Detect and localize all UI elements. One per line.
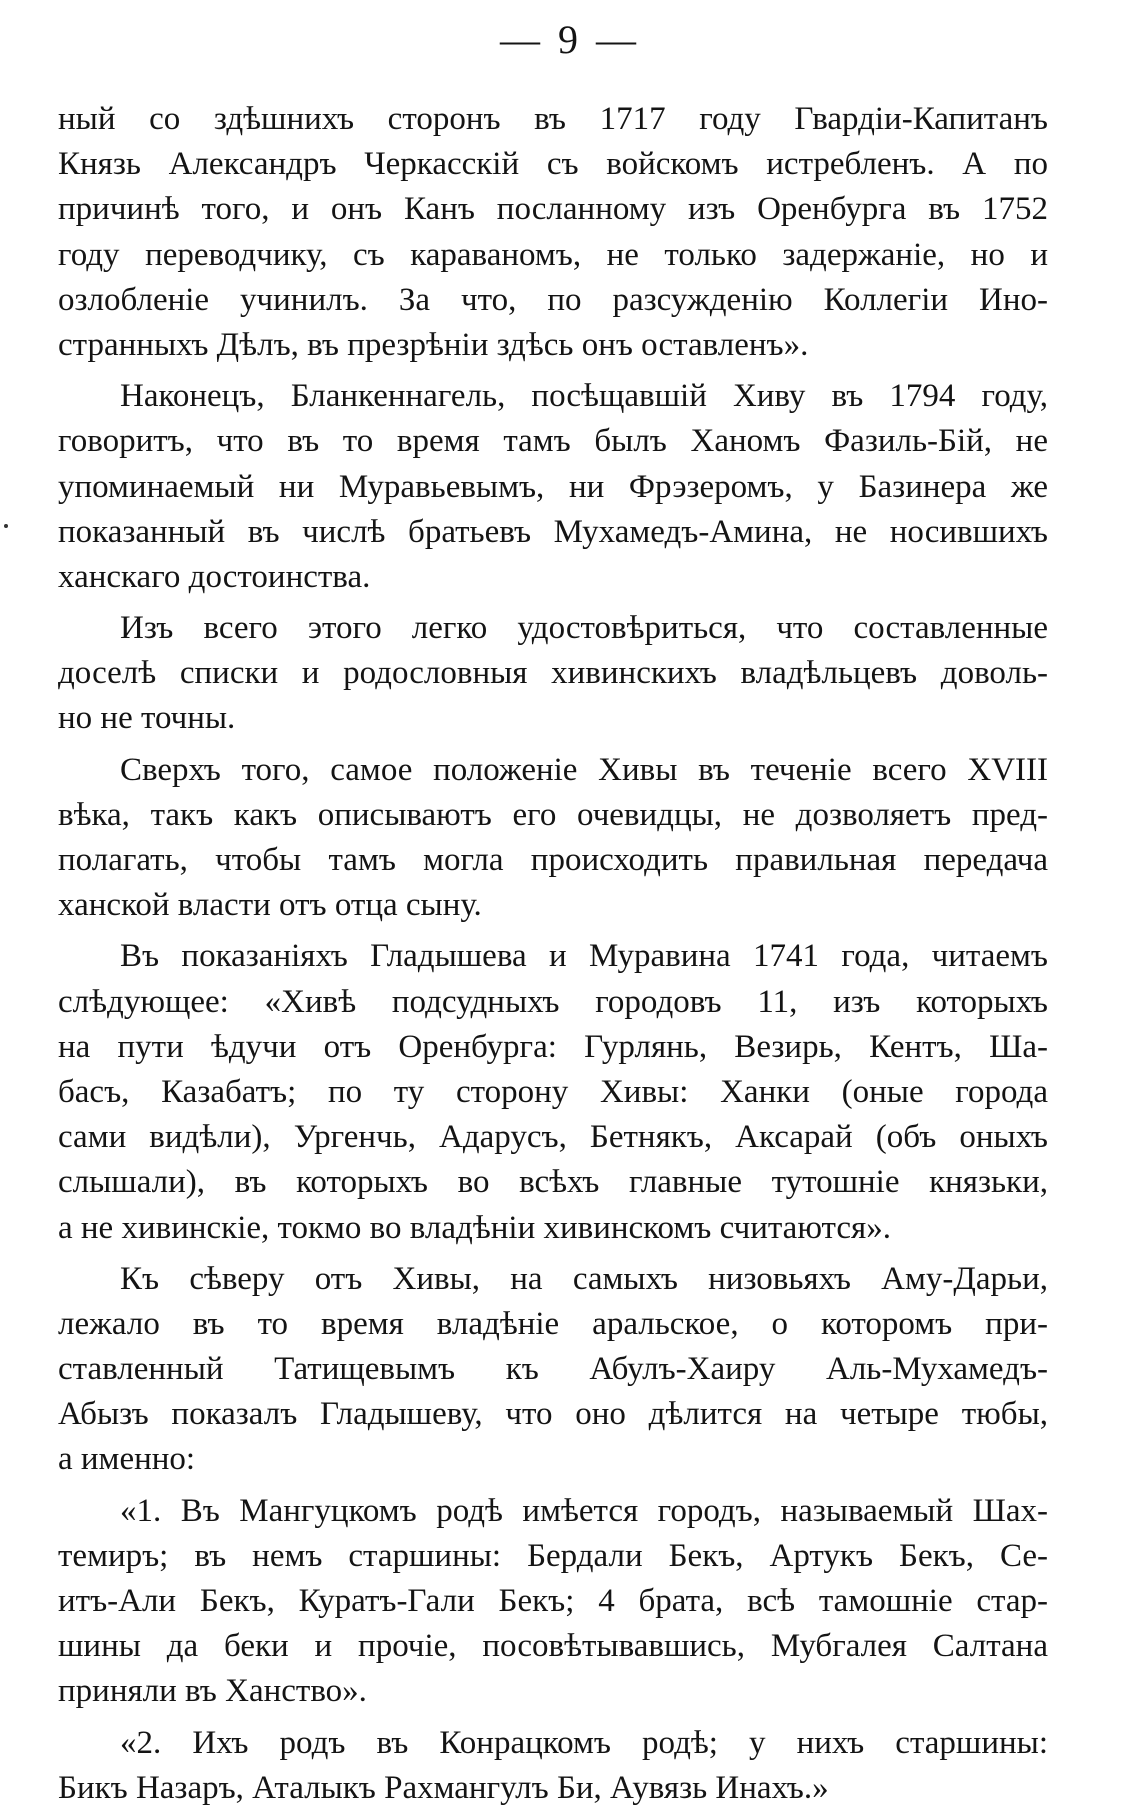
text-line: слѣдующее: «Хивѣ подсудныхъ городовъ 11, изъ которыхъ [58,983,1048,1020]
text-line: а не хивинскіе, токмо во владѣніи хивинскомъ считаются». [58,1209,891,1246]
text-line: ставленный Татищевымъ къ Абулъ-Хаиру Аль-Мухамедъ- [58,1351,1048,1388]
text-line: «1. Въ Мангуцкомъ родѣ имѣется городъ, называемый Шах- [120,1492,1048,1529]
text-line: говоритъ, что въ то время тамъ былъ Ханомъ Фазиль-Бій, не [58,423,1048,460]
text-line: Бикъ Назаръ, Аталыкъ Рахмангулъ Би, Аувязь Инахъ.» [58,1769,829,1806]
text-line: причинѣ того, и онъ Канъ посланному изъ Оренбурга въ 1752 [58,191,1048,228]
text-line: лежало въ то время владѣніе аральское, о которомъ при- [58,1305,1048,1342]
text-line: ханской власти отъ отца сыну. [58,887,482,924]
text-line: басъ, Казабатъ; по ту сторону Хивы: Ханки (оные города [58,1073,1048,1110]
text-line: странныхъ Дѣлъ, въ презрѣніи здѣсь онъ оставленъ». [58,326,809,363]
text-line: сами видѣли), Ургенчь, Адарусъ, Бетнякъ, Аксарай (объ оныхъ [58,1119,1048,1156]
text-line: Въ показаніяхъ Гладышева и Муравина 1741 года, читаемъ [120,938,1048,975]
text-line: Наконецъ, Бланкеннагель, посѣщавшій Хиву въ 1794 году, [120,378,1048,415]
text-line: Князь Александръ Черкасскій съ войскомъ истребленъ. А по [58,146,1048,183]
text-line: темиръ; въ немъ старшины: Бердали Бекъ, Артукъ Бекъ, Се- [58,1537,1048,1574]
text-line: Абызъ показалъ Гладышеву, что оно дѣлится на четыре тюбы, [58,1396,1048,1433]
text-line: упоминаемый ни Муравьевымъ, ни Фрэзеромъ, у Базинера же [58,468,1048,505]
text-line: показанный въ числѣ братьевъ Мухамедъ-Амина, не носившихъ [58,513,1048,550]
text-line: Сверхъ того, самое положеніе Хивы въ теченіе всего XVIII [120,751,1048,788]
text-line: шины да беки и прочіе, посовѣтывавшись, Мубгалея Салтана [58,1628,1048,1665]
text-line: итъ-Али Бекъ, Куратъ-Гали Бекъ; 4 брата, всѣ тамошніе стар- [58,1583,1048,1619]
page-number: — 9 — [500,17,640,62]
margin-speck [4,524,8,528]
text-line: озлобленіе учинилъ. За что, по разсужденію Коллегіи Ино- [58,281,1048,318]
text-line: доселѣ списки и родословныя хивинскихъ владѣльцевъ доволь- [58,655,1048,692]
text-line: а именно: [58,1441,196,1478]
text-line: полагать, чтобы тамъ могла происходить правильная передача [58,842,1048,878]
text-line: Къ сѣверу отъ Хивы, на самыхъ низовьяхъ Аму-Дарьи, [120,1260,1048,1297]
text-line: «2. Ихъ родъ въ Конрацкомъ родѣ; у нихъ старшины: [120,1724,1048,1761]
text-line: слышали), въ которыхъ во всѣхъ главные тутошніе князьки, [58,1164,1048,1201]
text-line: ный со здѣшнихъ сторонъ въ 1717 году Гвардіи-Капитанъ [58,101,1048,137]
text-line: на пути ѣдучи отъ Оренбурга: Гурлянь, Везирь, Кентъ, Ша- [58,1028,1048,1065]
text-line: вѣка, такъ какъ описываютъ его очевидцы, не дозволяетъ пред- [58,796,1048,833]
text-line: году переводчику, съ караваномъ, не только задержаніе, но и [58,236,1048,273]
text-line: ханскаго достоинства. [58,558,371,595]
body-text [58,97,1048,1811]
text-line: Изъ всего этого легко удостовѣриться, что составленные [120,610,1048,647]
text-line: но не точны. [58,700,236,737]
text-line: приняли въ Ханство». [58,1673,367,1710]
